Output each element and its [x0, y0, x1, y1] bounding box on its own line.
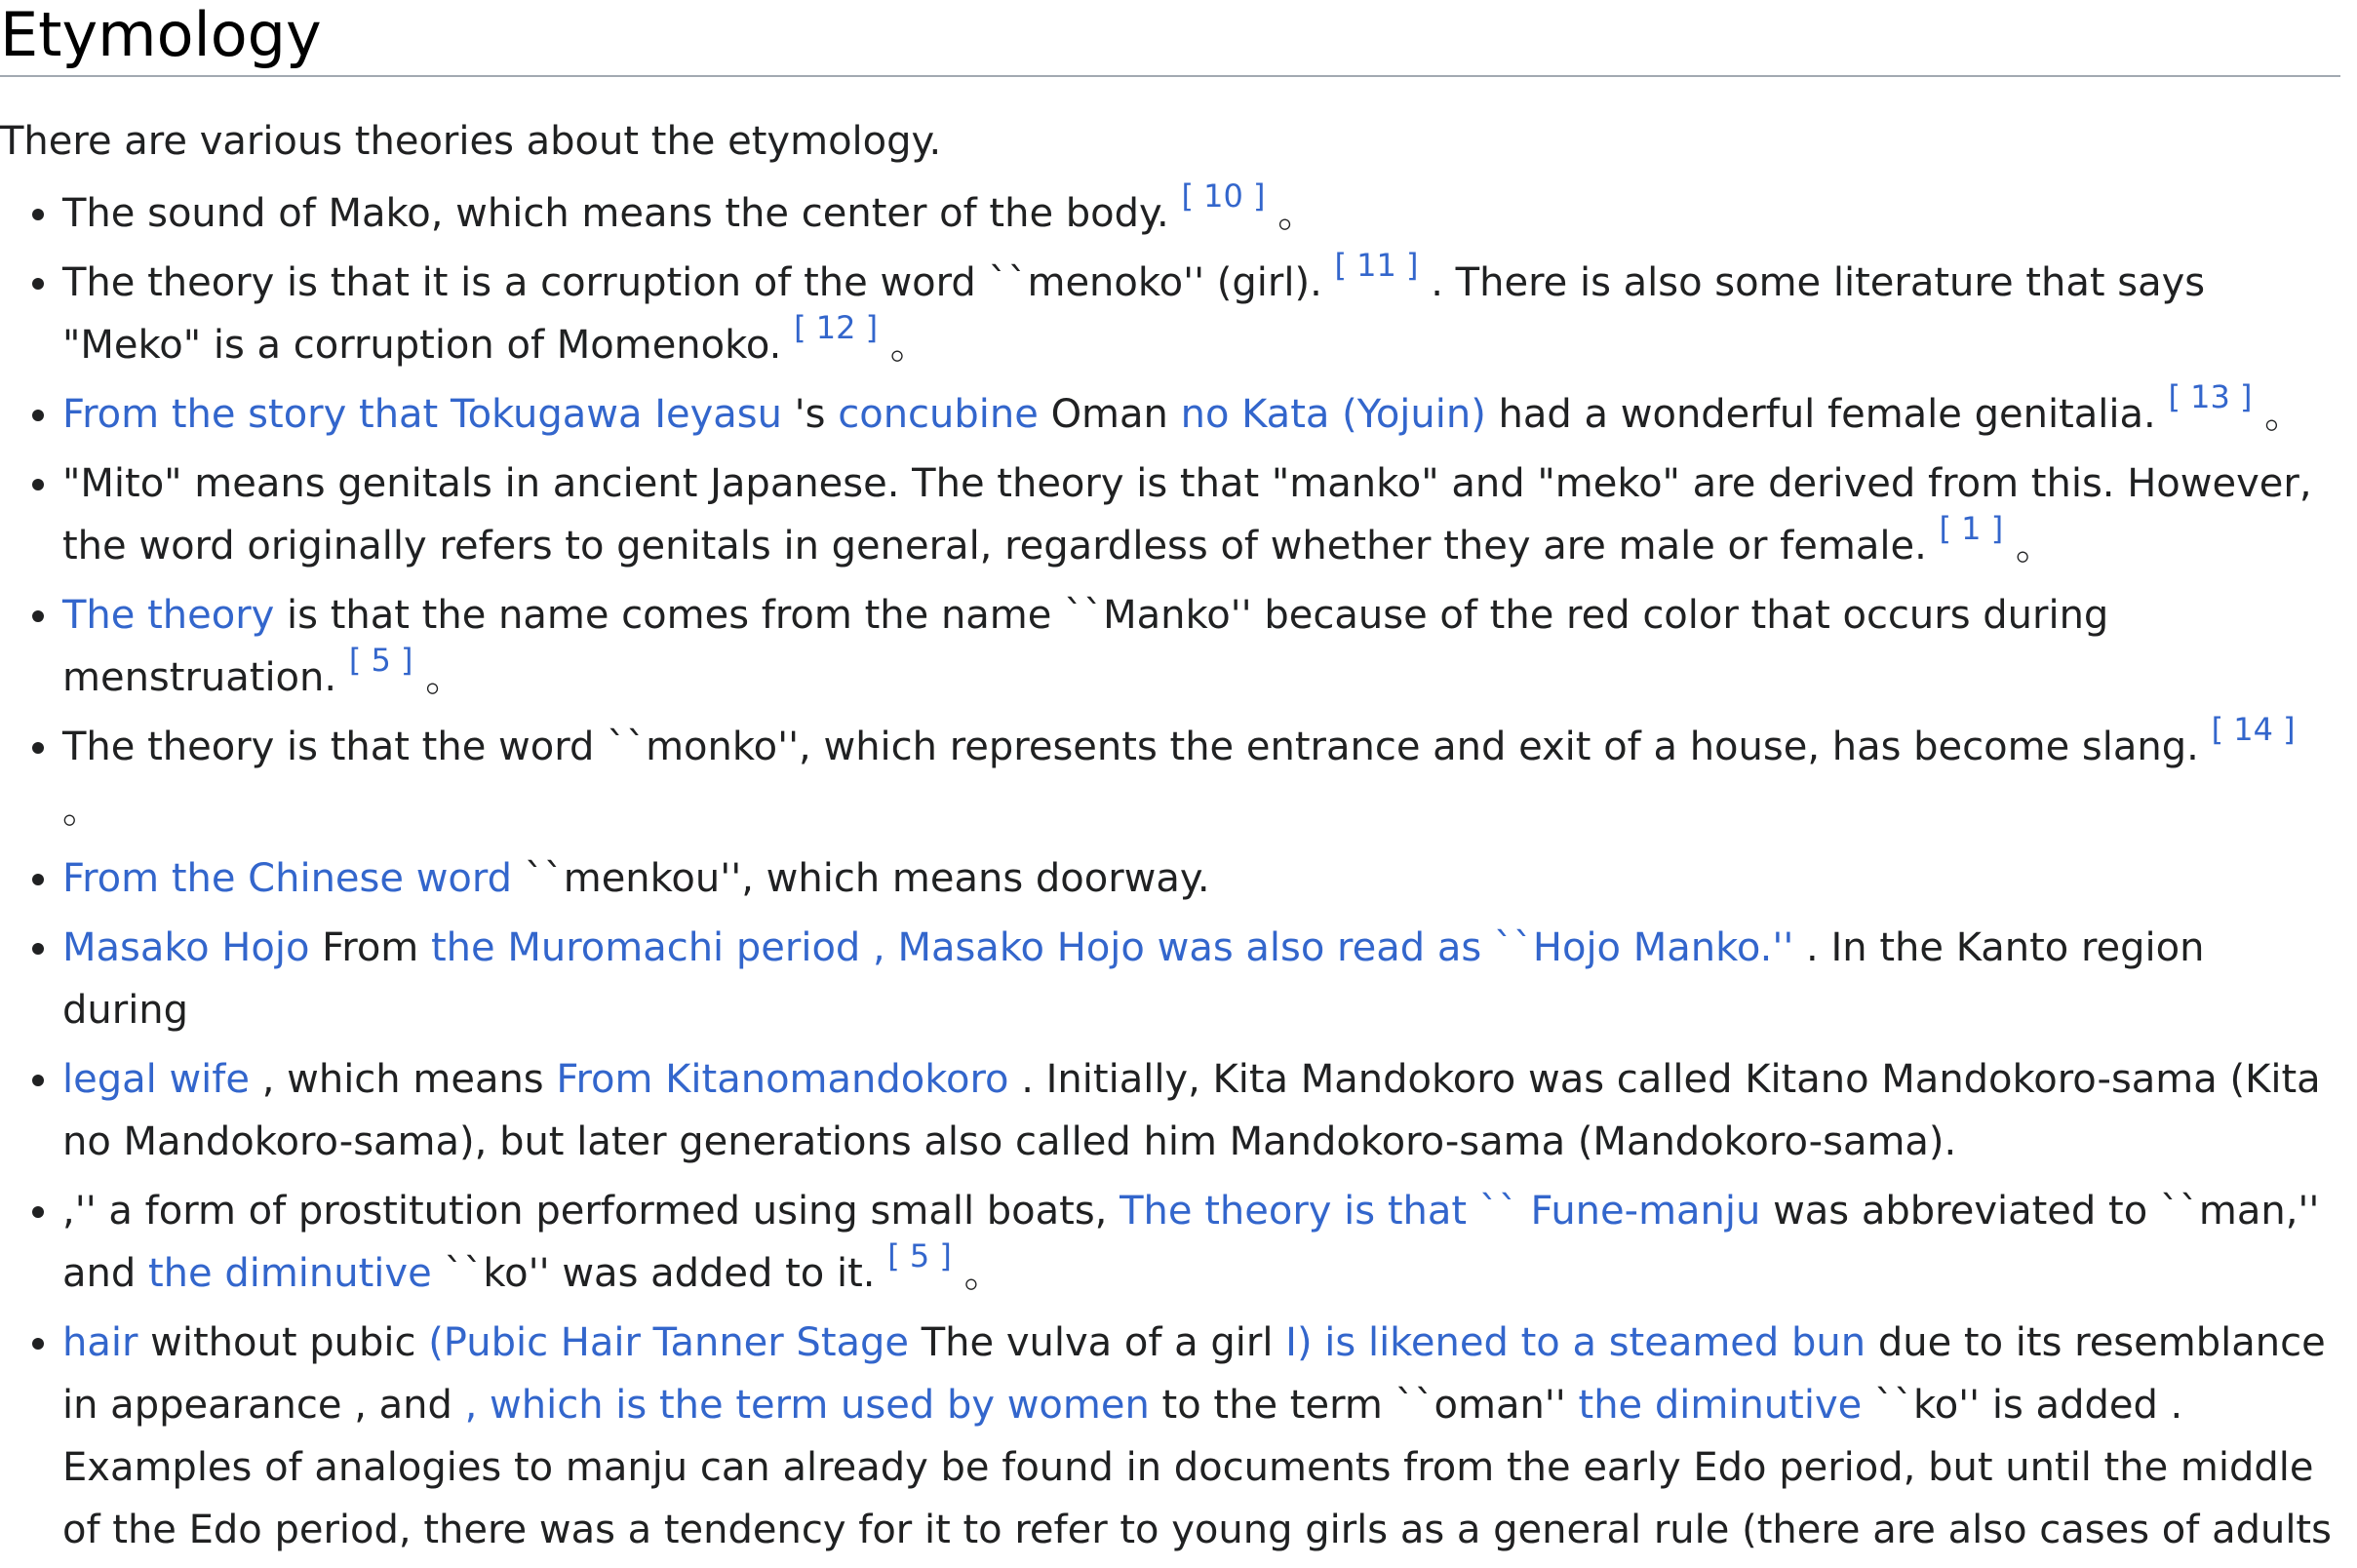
item-text: 's — [781, 392, 839, 438]
list-item — [62, 452, 2340, 577]
list-item — [62, 917, 2340, 1041]
item-text: From — [309, 925, 431, 971]
item-text: 。 — [412, 655, 465, 701]
item-text: ``menkou'', which means doorway. — [512, 856, 1210, 902]
item-text: 。 — [1265, 191, 1317, 237]
item-text: "Mito" means genitals in ancient Japanese. The theory is that "manko" and "meko" are derived from this. However, the word originally refers to genitals in general, regardless of whether they are male or female. — [62, 461, 2312, 569]
article-link[interactable]: the diminutive — [1578, 1383, 1863, 1429]
item-text: had a wonderful female genitalia. — [1485, 392, 2169, 438]
item-text: ``ko'' is added . Examples of analogies to manju can already be found in documents from the early Edo period, but until the middle of the Edo period, there was a tendency for it to refer to young girls as a general rule (there are also cases of adults — [62, 1383, 2332, 1553]
article-link[interactable]: no Kata (Yojuin) — [1180, 392, 1486, 438]
item-text: The theory is that the word ``monko'', which represents the entrance and exit of a house, has become slang. — [62, 725, 2212, 770]
article-link[interactable]: the Muromachi period , Masako Hojo was also read as ``Hojo Manko.'' — [430, 925, 1794, 971]
item-text: ``ko'' was added to it. — [431, 1251, 888, 1297]
list-item — [62, 584, 2340, 709]
citation-link[interactable]: [ 10 ] — [1181, 177, 1266, 216]
article-link[interactable]: , which is the term used by women — [464, 1383, 1150, 1429]
item-text: is that the name comes from the name ``Manko'' because of the red color that occurs during menstruation. — [62, 593, 2109, 701]
citation-link[interactable]: [ 12 ] — [794, 309, 879, 347]
item-text: 。 — [2003, 524, 2055, 569]
item-text: . There is also some literature that says "Meko" is a corruption of Momenoko. — [62, 260, 2206, 369]
etymology-list — [0, 177, 2340, 1561]
article-link[interactable]: legal wife — [62, 1057, 250, 1103]
article-link[interactable]: From the story that Tokugawa Ieyasu — [62, 392, 782, 438]
article-link[interactable]: From Kitanomandokoro — [556, 1057, 1009, 1103]
list-item — [62, 247, 2340, 376]
item-text: 。 — [2252, 392, 2304, 438]
item-text: 。 — [878, 323, 929, 369]
article-link[interactable]: The theory is that `` Fune-manju — [1120, 1189, 1761, 1235]
list-item — [62, 177, 2340, 245]
list-item — [62, 378, 2340, 446]
item-text: 。 — [951, 1251, 1003, 1297]
list-item — [62, 1312, 2340, 1561]
article-link[interactable]: From the Chinese word — [62, 856, 513, 902]
item-text: ,'' a form of prostitution performed using small boats, — [62, 1189, 1120, 1235]
article-link[interactable]: concubine — [838, 392, 1039, 438]
article-link[interactable]: the diminutive — [147, 1251, 432, 1297]
citation-link[interactable]: [ 14 ] — [2211, 711, 2296, 749]
article-link[interactable]: I) is likened to a steamed bun — [1285, 1320, 1866, 1366]
list-item — [62, 1048, 2340, 1173]
item-text: The vulva of a girl — [909, 1320, 1286, 1366]
section-heading: Etymology — [0, 0, 2340, 77]
citation-link[interactable]: [ 1 ] — [1939, 510, 2004, 548]
list-item — [62, 1180, 2340, 1305]
article-link[interactable]: The theory — [62, 593, 275, 639]
citation-link[interactable]: [ 5 ] — [348, 642, 413, 680]
list-item — [62, 847, 2340, 910]
item-text: to the term ``oman'' — [1149, 1383, 1579, 1429]
article-link[interactable]: Masako Hojo — [62, 925, 310, 971]
item-text: The sound of Mako, which means the center of the body. — [62, 191, 1182, 237]
item-text: . In the Kanto region during — [62, 925, 2205, 1034]
article-link[interactable]: (Pubic Hair Tanner Stage — [428, 1320, 910, 1366]
item-text: The theory is that it is a corruption of the word ``menoko'' (girl). — [62, 260, 1335, 306]
citation-link[interactable]: [ 5 ] — [887, 1237, 952, 1275]
item-text: , which means — [249, 1057, 557, 1103]
item-text: Oman — [1038, 392, 1181, 438]
article-link[interactable]: hair — [62, 1320, 138, 1366]
item-text: 。 — [62, 787, 101, 833]
citation-link[interactable]: [ 13 ] — [2168, 378, 2253, 416]
item-text: . Initially, Kita Mandokoro was called Kitano Mandokoro-sama (Kita no Mandokoro-sama), but later generations also called him Mandokoro-sama (Mandokoro-sama). — [62, 1057, 2321, 1165]
item-text: was abbreviated to ``man,'' and — [62, 1189, 2320, 1297]
list-item — [62, 711, 2340, 841]
item-text: due to its resemblance in appearance , and — [62, 1320, 2326, 1429]
intro-paragraph: There are various theories about the etymology. — [0, 119, 942, 165]
citation-link[interactable]: [ 11 ] — [1334, 247, 1419, 285]
item-text: without pubic — [137, 1320, 429, 1366]
